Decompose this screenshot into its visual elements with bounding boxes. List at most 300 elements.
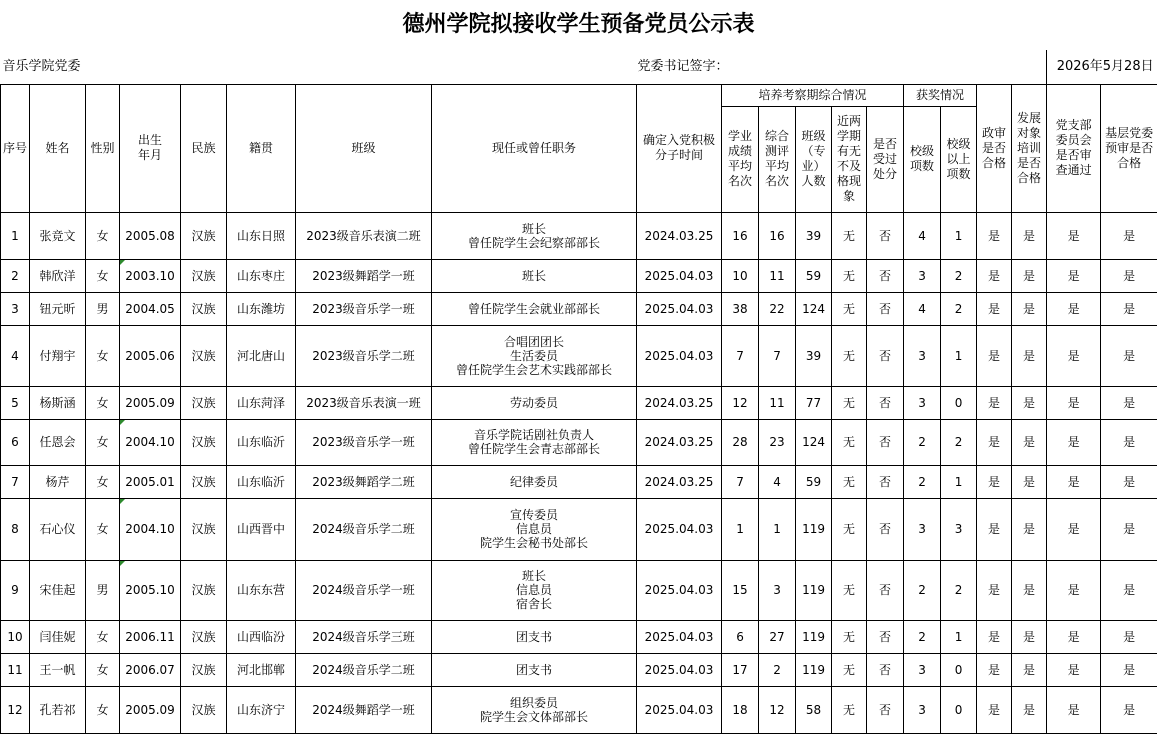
cell-failing: 无 xyxy=(832,292,867,325)
cell-class: 2023级音乐表演二班 xyxy=(296,212,432,259)
cell-committee-review: 是 xyxy=(1101,620,1157,653)
cell-seq: 3 xyxy=(1,292,30,325)
cell-birth: 2005.09 xyxy=(120,386,181,419)
header-committee-review: 基层党委预审是否合格 xyxy=(1101,84,1157,212)
cell-birth: 2006.11 xyxy=(120,620,181,653)
page-title: 德州学院拟接收学生预备党员公示表 xyxy=(0,0,1157,48)
cell-punished: 否 xyxy=(867,465,904,498)
cell-birth: 2003.10 xyxy=(120,259,181,292)
cell-above-school-awards: 2 xyxy=(941,419,977,465)
cell-academic-rank: 10 xyxy=(722,259,759,292)
cell-ethnicity: 汉族 xyxy=(181,620,227,653)
cell-ethnicity: 汉族 xyxy=(181,292,227,325)
cell-gender: 男 xyxy=(86,560,120,620)
cell-seq: 8 xyxy=(1,498,30,560)
cell-political-review: 是 xyxy=(977,686,1012,733)
cell-punished: 否 xyxy=(867,620,904,653)
publish-date: 2026年5月28日 xyxy=(1047,50,1157,84)
cell-punished: 否 xyxy=(867,686,904,733)
cell-branch-review: 是 xyxy=(1047,325,1101,386)
header-seq: 序号 xyxy=(1,84,30,212)
cell-branch-review: 是 xyxy=(1047,653,1101,686)
cell-political-review: 是 xyxy=(977,465,1012,498)
cell-name: 钮元昕 xyxy=(30,292,86,325)
cell-seq: 6 xyxy=(1,419,30,465)
position-line: 曾任院学生会青志部部长 xyxy=(433,442,635,456)
cell-failing: 无 xyxy=(832,653,867,686)
cell-academic-rank: 16 xyxy=(722,212,759,259)
cell-comprehensive-rank: 3 xyxy=(759,560,796,620)
cell-birth: 2005.08 xyxy=(120,212,181,259)
cell-training-pass: 是 xyxy=(1012,560,1047,620)
cell-failing: 无 xyxy=(832,419,867,465)
cell-birth: 2004.05 xyxy=(120,292,181,325)
cell-training-pass: 是 xyxy=(1012,386,1047,419)
signature-label: 党委书记签字： xyxy=(637,50,1047,84)
cell-birth: 2005.09 xyxy=(120,686,181,733)
table-row xyxy=(1,386,1157,419)
cell-above-school-awards: 2 xyxy=(941,259,977,292)
cell-class: 2024级音乐学三班 xyxy=(296,620,432,653)
info-row xyxy=(1,50,1157,84)
header-birth: 出生年月 xyxy=(120,84,181,212)
cell-above-school-awards: 0 xyxy=(941,653,977,686)
position-line: 合唱团团长 xyxy=(433,335,635,349)
header-class: 班级 xyxy=(296,84,432,212)
cell-failing: 无 xyxy=(832,259,867,292)
cell-positions xyxy=(432,259,637,292)
table-row xyxy=(1,620,1157,653)
cell-ethnicity: 汉族 xyxy=(181,686,227,733)
cell-comprehensive-rank: 23 xyxy=(759,419,796,465)
cell-school-awards: 3 xyxy=(904,386,941,419)
cell-class-size: 58 xyxy=(796,686,832,733)
cell-political-review: 是 xyxy=(977,259,1012,292)
cell-comprehensive-rank: 11 xyxy=(759,259,796,292)
cell-political-review: 是 xyxy=(977,498,1012,560)
cell-school-awards: 3 xyxy=(904,653,941,686)
cell-seq: 12 xyxy=(1,686,30,733)
cell-academic-rank: 18 xyxy=(722,686,759,733)
cell-comprehensive-rank: 7 xyxy=(759,325,796,386)
cell-gender: 女 xyxy=(86,653,120,686)
table-row xyxy=(1,292,1157,325)
cell-branch-review: 是 xyxy=(1047,620,1101,653)
cell-ethnicity: 汉族 xyxy=(181,560,227,620)
cell-training-pass: 是 xyxy=(1012,259,1047,292)
cell-activist-time: 2024.03.25 xyxy=(637,386,722,419)
cell-name: 杨芹 xyxy=(30,465,86,498)
cell-branch-review: 是 xyxy=(1047,386,1101,419)
cell-class: 2024级舞蹈学一班 xyxy=(296,686,432,733)
cell-school-awards: 2 xyxy=(904,620,941,653)
cell-positions xyxy=(432,653,637,686)
cell-ethnicity: 汉族 xyxy=(181,259,227,292)
cell-committee-review: 是 xyxy=(1101,259,1157,292)
cell-training-pass: 是 xyxy=(1012,325,1047,386)
cell-origin: 山东潍坊 xyxy=(227,292,296,325)
cell-activist-time: 2025.04.03 xyxy=(637,620,722,653)
cell-committee-review: 是 xyxy=(1101,560,1157,620)
cell-class: 2023级音乐学二班 xyxy=(296,325,432,386)
cell-seq: 9 xyxy=(1,560,30,620)
header-above-school-awards: 校级以上项数 xyxy=(941,106,977,212)
cell-class-size: 77 xyxy=(796,386,832,419)
cell-failing: 无 xyxy=(832,498,867,560)
cell-branch-review: 是 xyxy=(1047,212,1101,259)
cell-origin: 山东日照 xyxy=(227,212,296,259)
cell-school-awards: 4 xyxy=(904,292,941,325)
cell-ethnicity: 汉族 xyxy=(181,325,227,386)
cell-positions xyxy=(432,212,637,259)
cell-ethnicity: 汉族 xyxy=(181,465,227,498)
cell-class-size: 59 xyxy=(796,465,832,498)
cell-ethnicity: 汉族 xyxy=(181,212,227,259)
cell-academic-rank: 15 xyxy=(722,560,759,620)
cell-name: 宋佳起 xyxy=(30,560,86,620)
table-row xyxy=(1,419,1157,465)
cell-origin: 山东菏泽 xyxy=(227,386,296,419)
cell-seq: 5 xyxy=(1,386,30,419)
cell-seq: 2 xyxy=(1,259,30,292)
cell-gender: 女 xyxy=(86,212,120,259)
cell-class: 2024级音乐学二班 xyxy=(296,653,432,686)
cell-branch-review: 是 xyxy=(1047,419,1101,465)
cell-branch-review: 是 xyxy=(1047,498,1101,560)
table-row xyxy=(1,560,1157,620)
position-line: 团支书 xyxy=(433,630,635,644)
cell-activist-time: 2025.04.03 xyxy=(637,560,722,620)
cell-class-size: 39 xyxy=(796,212,832,259)
cell-seq: 7 xyxy=(1,465,30,498)
cell-political-review: 是 xyxy=(977,386,1012,419)
cell-school-awards: 2 xyxy=(904,419,941,465)
cell-birth: 2004.10 xyxy=(120,419,181,465)
cell-above-school-awards: 2 xyxy=(941,292,977,325)
header-name: 姓名 xyxy=(30,84,86,212)
cell-name: 韩欣洋 xyxy=(30,259,86,292)
cell-gender: 女 xyxy=(86,498,120,560)
cell-failing: 无 xyxy=(832,212,867,259)
cell-school-awards: 2 xyxy=(904,465,941,498)
position-line: 信息员 xyxy=(433,522,635,536)
cell-ethnicity: 汉族 xyxy=(181,498,227,560)
cell-gender: 女 xyxy=(86,465,120,498)
cell-origin: 山东枣庄 xyxy=(227,259,296,292)
cell-positions xyxy=(432,292,637,325)
cell-class-size: 119 xyxy=(796,498,832,560)
position-line: 生活委员 xyxy=(433,349,635,363)
cell-positions xyxy=(432,465,637,498)
cell-failing: 无 xyxy=(832,465,867,498)
cell-academic-rank: 7 xyxy=(722,465,759,498)
table-row xyxy=(1,686,1157,733)
cell-class-size: 119 xyxy=(796,653,832,686)
cell-activist-time: 2024.03.25 xyxy=(637,465,722,498)
cell-above-school-awards: 2 xyxy=(941,560,977,620)
cell-punished: 否 xyxy=(867,560,904,620)
position-line: 班长 xyxy=(433,569,635,583)
cell-academic-rank: 6 xyxy=(722,620,759,653)
cell-ethnicity: 汉族 xyxy=(181,653,227,686)
cell-class: 2023级音乐学一班 xyxy=(296,419,432,465)
cell-training-pass: 是 xyxy=(1012,653,1047,686)
cell-committee-review: 是 xyxy=(1101,386,1157,419)
cell-origin: 山东临沂 xyxy=(227,465,296,498)
cell-comprehensive-rank: 27 xyxy=(759,620,796,653)
cell-class-size: 119 xyxy=(796,560,832,620)
cell-positions xyxy=(432,419,637,465)
cell-ethnicity: 汉族 xyxy=(181,386,227,419)
cell-class: 2023级舞蹈学一班 xyxy=(296,259,432,292)
cell-positions xyxy=(432,620,637,653)
cell-branch-review: 是 xyxy=(1047,465,1101,498)
department-name: 音乐学院党委 xyxy=(1,50,637,84)
cell-comprehensive-rank: 12 xyxy=(759,686,796,733)
cell-committee-review: 是 xyxy=(1101,292,1157,325)
cell-political-review: 是 xyxy=(977,325,1012,386)
cell-activist-time: 2024.03.25 xyxy=(637,419,722,465)
cell-branch-review: 是 xyxy=(1047,560,1101,620)
header-failing: 近两学期有无不及格现象 xyxy=(832,106,867,212)
cell-class: 2024级音乐学二班 xyxy=(296,498,432,560)
cell-branch-review: 是 xyxy=(1047,259,1101,292)
cell-positions xyxy=(432,386,637,419)
cell-training-pass: 是 xyxy=(1012,686,1047,733)
cell-name: 闫佳妮 xyxy=(30,620,86,653)
cell-punished: 否 xyxy=(867,292,904,325)
cell-origin: 山西晋中 xyxy=(227,498,296,560)
header-punished: 是否受过处分 xyxy=(867,106,904,212)
header-gender: 性别 xyxy=(86,84,120,212)
cell-gender: 男 xyxy=(86,292,120,325)
cell-name: 孔若祁 xyxy=(30,686,86,733)
header-row-top xyxy=(1,84,1157,106)
header-branch-review: 党支部委员会是否审查通过 xyxy=(1047,84,1101,212)
cell-punished: 否 xyxy=(867,653,904,686)
cell-activist-time: 2024.03.25 xyxy=(637,212,722,259)
cell-origin: 山东济宁 xyxy=(227,686,296,733)
cell-birth: 2005.01 xyxy=(120,465,181,498)
cell-comprehensive-rank: 1 xyxy=(759,498,796,560)
cell-academic-rank: 28 xyxy=(722,419,759,465)
cell-name: 付翔宇 xyxy=(30,325,86,386)
cell-failing: 无 xyxy=(832,386,867,419)
cell-committee-review: 是 xyxy=(1101,498,1157,560)
header-comprehensive-rank: 综合测评平均名次 xyxy=(759,106,796,212)
position-line: 曾任院学生会艺术实践部部长 xyxy=(433,363,635,377)
header-positions: 现任或曾任职务 xyxy=(432,84,637,212)
table-row xyxy=(1,498,1157,560)
header-training-group: 培养考察期综合情况 xyxy=(722,84,904,106)
cell-academic-rank: 1 xyxy=(722,498,759,560)
position-line: 宿舍长 xyxy=(433,597,635,611)
cell-academic-rank: 17 xyxy=(722,653,759,686)
cell-seq: 11 xyxy=(1,653,30,686)
cell-activist-time: 2025.04.03 xyxy=(637,325,722,386)
table-row xyxy=(1,325,1157,386)
cell-political-review: 是 xyxy=(977,212,1012,259)
cell-class-size: 59 xyxy=(796,259,832,292)
cell-political-review: 是 xyxy=(977,620,1012,653)
cell-seq: 10 xyxy=(1,620,30,653)
cell-school-awards: 3 xyxy=(904,325,941,386)
cell-school-awards: 4 xyxy=(904,212,941,259)
cell-committee-review: 是 xyxy=(1101,686,1157,733)
cell-seq: 1 xyxy=(1,212,30,259)
cell-name: 任恩会 xyxy=(30,419,86,465)
cell-above-school-awards: 0 xyxy=(941,386,977,419)
cell-class: 2023级舞蹈学二班 xyxy=(296,465,432,498)
cell-failing: 无 xyxy=(832,325,867,386)
cell-name: 杨斯涵 xyxy=(30,386,86,419)
position-line: 院学生会文体部部长 xyxy=(433,710,635,724)
cell-punished: 否 xyxy=(867,386,904,419)
table-row xyxy=(1,653,1157,686)
table-row xyxy=(1,259,1157,292)
cell-branch-review: 是 xyxy=(1047,292,1101,325)
position-line: 曾任院学生会就业部部长 xyxy=(433,302,635,316)
cell-origin: 山西临汾 xyxy=(227,620,296,653)
cell-training-pass: 是 xyxy=(1012,292,1047,325)
position-line: 班长 xyxy=(433,222,635,236)
cell-school-awards: 2 xyxy=(904,560,941,620)
cell-training-pass: 是 xyxy=(1012,498,1047,560)
header-school-awards: 校级项数 xyxy=(904,106,941,212)
cell-class-size: 119 xyxy=(796,620,832,653)
cell-above-school-awards: 1 xyxy=(941,212,977,259)
cell-birth: 2004.10 xyxy=(120,498,181,560)
cell-training-pass: 是 xyxy=(1012,620,1047,653)
cell-comprehensive-rank: 16 xyxy=(759,212,796,259)
header-training-pass: 发展对象培训是否合格 xyxy=(1012,84,1047,212)
cell-class-size: 39 xyxy=(796,325,832,386)
cell-training-pass: 是 xyxy=(1012,419,1047,465)
cell-committee-review: 是 xyxy=(1101,212,1157,259)
header-class-size: 班级（专业）人数 xyxy=(796,106,832,212)
candidate-table xyxy=(0,50,1157,734)
header-awards-group: 获奖情况 xyxy=(904,84,977,106)
position-line: 院学生会秘书处部长 xyxy=(433,536,635,550)
cell-punished: 否 xyxy=(867,259,904,292)
cell-ethnicity: 汉族 xyxy=(181,419,227,465)
cell-activist-time: 2025.04.03 xyxy=(637,653,722,686)
cell-political-review: 是 xyxy=(977,419,1012,465)
position-line: 曾任院学生会纪察部部长 xyxy=(433,236,635,250)
cell-academic-rank: 38 xyxy=(722,292,759,325)
cell-committee-review: 是 xyxy=(1101,325,1157,386)
cell-above-school-awards: 0 xyxy=(941,686,977,733)
cell-gender: 女 xyxy=(86,620,120,653)
cell-training-pass: 是 xyxy=(1012,212,1047,259)
cell-committee-review: 是 xyxy=(1101,465,1157,498)
cell-comprehensive-rank: 4 xyxy=(759,465,796,498)
cell-activist-time: 2025.04.03 xyxy=(637,686,722,733)
cell-comprehensive-rank: 2 xyxy=(759,653,796,686)
cell-academic-rank: 7 xyxy=(722,325,759,386)
cell-political-review: 是 xyxy=(977,292,1012,325)
header-origin: 籍贯 xyxy=(227,84,296,212)
cell-activist-time: 2025.04.03 xyxy=(637,498,722,560)
cell-political-review: 是 xyxy=(977,653,1012,686)
cell-failing: 无 xyxy=(832,560,867,620)
header-activist-time: 确定入党积极分子时间 xyxy=(637,84,722,212)
cell-punished: 否 xyxy=(867,325,904,386)
position-line: 劳动委员 xyxy=(433,396,635,410)
position-line: 班长 xyxy=(433,269,635,283)
cell-above-school-awards: 1 xyxy=(941,620,977,653)
cell-punished: 否 xyxy=(867,419,904,465)
cell-name: 张竞文 xyxy=(30,212,86,259)
cell-origin: 河北唐山 xyxy=(227,325,296,386)
cell-academic-rank: 12 xyxy=(722,386,759,419)
cell-activist-time: 2025.04.03 xyxy=(637,292,722,325)
position-line: 信息员 xyxy=(433,583,635,597)
cell-comprehensive-rank: 11 xyxy=(759,386,796,419)
cell-school-awards: 3 xyxy=(904,259,941,292)
cell-training-pass: 是 xyxy=(1012,465,1047,498)
cell-birth: 2005.06 xyxy=(120,325,181,386)
cell-positions xyxy=(432,325,637,386)
cell-positions xyxy=(432,686,637,733)
cell-school-awards: 3 xyxy=(904,498,941,560)
cell-birth: 2005.10 xyxy=(120,560,181,620)
cell-class: 2023级音乐表演一班 xyxy=(296,386,432,419)
cell-failing: 无 xyxy=(832,686,867,733)
cell-gender: 女 xyxy=(86,419,120,465)
header-ethnicity: 民族 xyxy=(181,84,227,212)
cell-origin: 山东东营 xyxy=(227,560,296,620)
cell-class: 2023级音乐学一班 xyxy=(296,292,432,325)
cell-failing: 无 xyxy=(832,620,867,653)
cell-committee-review: 是 xyxy=(1101,419,1157,465)
cell-comprehensive-rank: 22 xyxy=(759,292,796,325)
cell-birth: 2006.07 xyxy=(120,653,181,686)
cell-positions xyxy=(432,560,637,620)
header-academic-rank: 学业成绩平均名次 xyxy=(722,106,759,212)
cell-class-size: 124 xyxy=(796,419,832,465)
position-line: 宣传委员 xyxy=(433,508,635,522)
cell-positions xyxy=(432,498,637,560)
cell-above-school-awards: 1 xyxy=(941,465,977,498)
cell-origin: 河北邯郸 xyxy=(227,653,296,686)
cell-gender: 女 xyxy=(86,325,120,386)
cell-origin: 山东临沂 xyxy=(227,419,296,465)
cell-class: 2024级音乐学一班 xyxy=(296,560,432,620)
cell-above-school-awards: 3 xyxy=(941,498,977,560)
position-line: 纪律委员 xyxy=(433,475,635,489)
cell-name: 石心仪 xyxy=(30,498,86,560)
position-line: 音乐学院话剧社负责人 xyxy=(433,428,635,442)
cell-gender: 女 xyxy=(86,686,120,733)
cell-school-awards: 3 xyxy=(904,686,941,733)
cell-branch-review: 是 xyxy=(1047,686,1101,733)
cell-name: 王一帆 xyxy=(30,653,86,686)
cell-punished: 否 xyxy=(867,212,904,259)
position-line: 团支书 xyxy=(433,663,635,677)
cell-activist-time: 2025.04.03 xyxy=(637,259,722,292)
cell-political-review: 是 xyxy=(977,560,1012,620)
cell-committee-review: 是 xyxy=(1101,653,1157,686)
table-row xyxy=(1,465,1157,498)
cell-above-school-awards: 1 xyxy=(941,325,977,386)
header-political-review: 政审是否合格 xyxy=(977,84,1012,212)
table-row xyxy=(1,212,1157,259)
cell-gender: 女 xyxy=(86,386,120,419)
position-line: 组织委员 xyxy=(433,696,635,710)
cell-seq: 4 xyxy=(1,325,30,386)
cell-gender: 女 xyxy=(86,259,120,292)
